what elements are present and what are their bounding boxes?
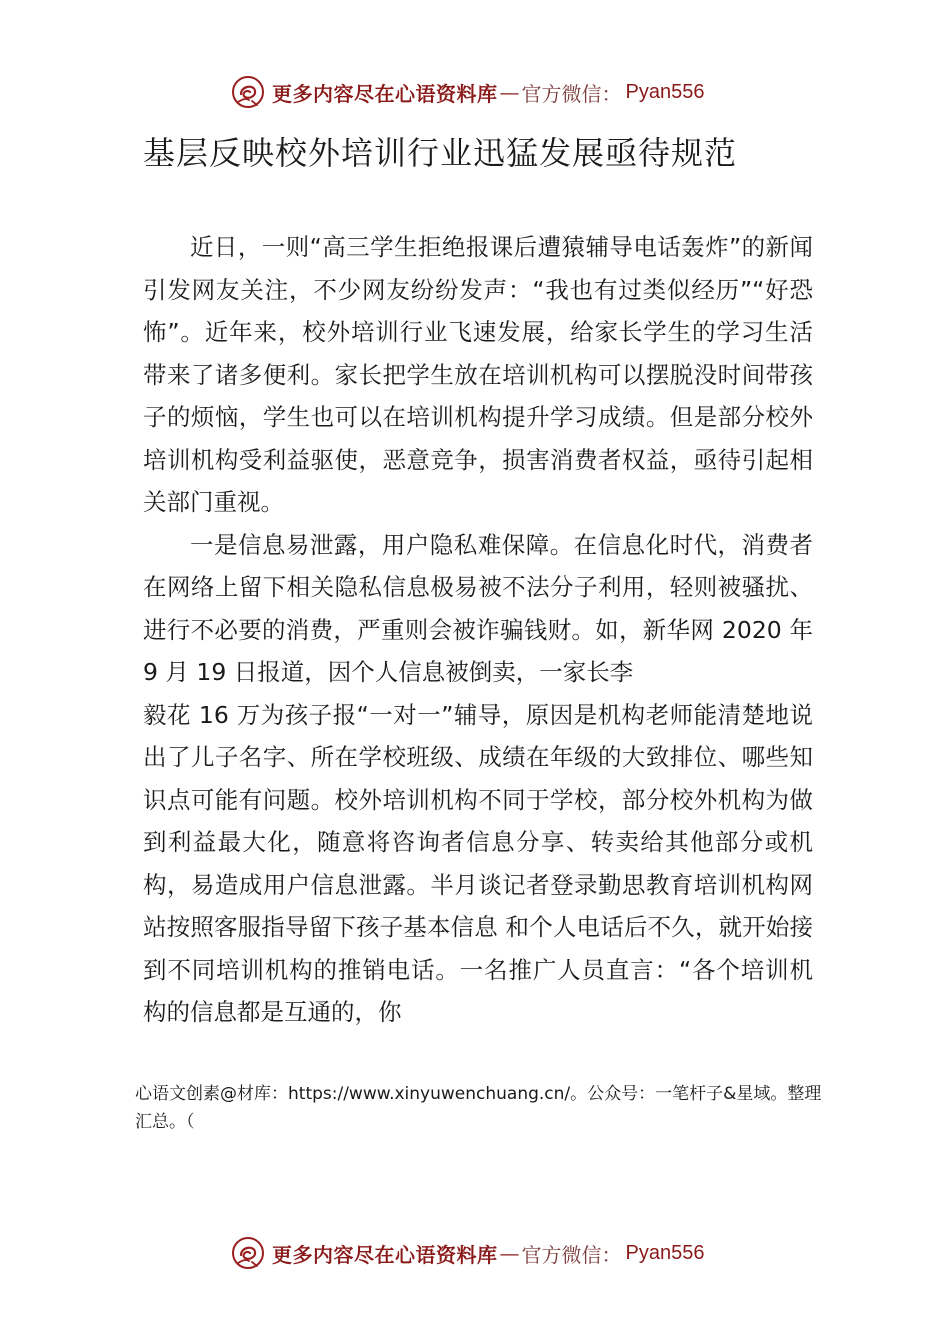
- rose-flower-logo-icon: [230, 1235, 266, 1271]
- banner-wechat-id: Pyan556: [625, 1241, 705, 1264]
- banner-separator: —: [499, 1241, 520, 1265]
- banner-wechat-label: 官方微信：: [521, 1242, 622, 1267]
- banner-wechat-label: 官方微信：: [521, 81, 622, 106]
- footer-source-note: 心语文创素@材库：https://www.xinyuwenchuang.cn/。公众号：一笔杆子&星域。整理汇总。（: [135, 1084, 822, 1132]
- banner-separator: —: [499, 80, 520, 104]
- paragraph-point-one-continued: 毅花 16 万为孩子报“一对一”辅导，原因是机构老师能清楚地说出了儿子名字、所在学校班级、成绩在年级的大致排位、哪些知识点可能有问题。校外培训机构不同于学校，部分校外机构为做到利益最大化，随意将咨询者信息分享、转卖给其他部分或机构，易造成用户信息泄露。半月谈记者登录勤思教育培训机构网站按照客服指导留下孩子基本信息 和个人电话后不久，就开始接到不同培训机构的推销电话。一名推广人员直言：“各个培训机构的信息都是互通的，你: [143, 700, 813, 1026]
- paragraph-intro: 近日，一则“高三学生拒绝报课后遭猿辅导电话轰炸”的新闻引发网友关注，不少网友纷纷发声：“我也有过类似经历”“好恐怖”。近年来，校外培训行业飞速发展，给家长学生的学习生活带来了诸多便利。家长把学生放在培训机构可以摆脱没时间带孩子的烦恼，学生也可以在培训机构提升学习成绩。但是部分校外培训机构受利益驱使，恶意竞争，损害消费者权益，亟待引起相关部门重视。: [143, 233, 813, 516]
- banner-wechat-id: Pyan556: [625, 80, 705, 103]
- banner-slogan: 更多内容尽在心语资料库: [272, 81, 498, 106]
- rose-flower-logo-icon: [230, 74, 266, 110]
- paragraph-point-one: 一是信息易泄露，用户隐私难保障。在信息化时代，消费者在网络上留下相关隐私信息极易被不法分子利用，轻则被骚扰、进行不必要的消费，严重则会被诈骗钱财。如，新华网 2020 年 9 月 19 日报道，因个人信息被倒卖，一家长李: [143, 530, 813, 686]
- banner-slogan: 更多内容尽在心语资料库: [272, 1242, 498, 1267]
- bottom-banner: [230, 1233, 750, 1273]
- document-title: 基层反映校外培训行业迅猛发展亟待规范: [143, 134, 738, 172]
- article-body: [143, 226, 813, 1034]
- top-banner: [230, 72, 750, 112]
